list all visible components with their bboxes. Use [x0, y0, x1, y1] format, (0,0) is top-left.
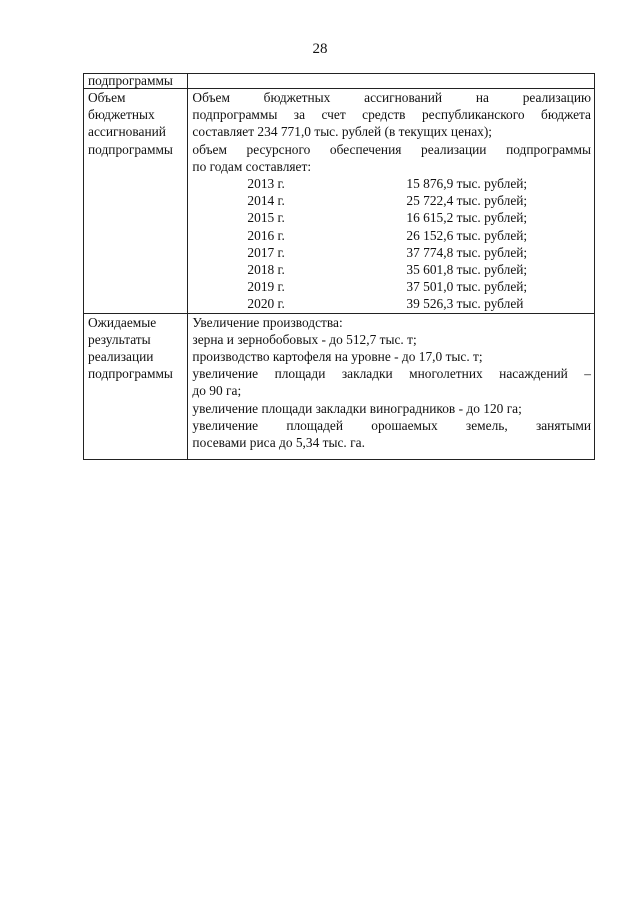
label-line: подпрограммы	[88, 366, 173, 382]
result-line: до 90 га;	[192, 383, 242, 399]
result-line: посевами риса до 5,34 тыс. га.	[192, 435, 365, 451]
budget-intro-line: подпрограммы за счет средств республиканского бюджета	[192, 107, 591, 123]
budget-intro-line: объем ресурсного обеспечения реализации подпрограммы	[192, 141, 591, 157]
result-line: увеличение площади закладки многолетних насаждений –	[192, 366, 591, 382]
budget-year: 2016 г.	[247, 227, 285, 243]
budget-intro-line: по годам составляет:	[192, 158, 312, 174]
budget-amount: 25 722,4 тыс. рублей;	[406, 193, 528, 209]
budget-amount: 39 526,3 тыс. рублей	[406, 296, 524, 312]
passport-table	[83, 73, 595, 460]
result-line: увеличение площадей орошаемых земель, занятыми	[192, 417, 591, 433]
budget-year-row	[192, 295, 591, 312]
budget-year-row	[192, 175, 591, 192]
budget-year: 2019 г.	[247, 279, 285, 295]
budget-amount: 35 601,8 тыс. рублей;	[406, 262, 528, 278]
label-line: ассигнований	[88, 124, 166, 140]
table-row-results	[84, 313, 595, 460]
budget-year-row	[192, 209, 591, 226]
budget-intro-line: Объем бюджетных ассигнований на реализацию	[192, 90, 591, 105]
budget-year-row	[192, 278, 591, 295]
budget-year: 2017 г.	[247, 244, 285, 260]
row-content-results	[188, 313, 595, 460]
budget-year-row	[192, 244, 591, 261]
budget-year-row	[192, 261, 591, 278]
table-row-continuation	[84, 74, 595, 89]
budget-year: 2015 г.	[247, 210, 285, 226]
budget-year: 2014 г.	[247, 193, 285, 209]
label-line: Объем	[88, 90, 126, 105]
result-line: Увеличение производства:	[192, 314, 343, 330]
row-label-results	[84, 313, 188, 460]
budget-amount: 15 876,9 тыс. рублей;	[406, 176, 528, 192]
label-line: реализации	[88, 349, 154, 365]
budget-year: 2013 г.	[247, 176, 285, 192]
budget-amount: 37 501,0 тыс. рублей;	[406, 279, 528, 295]
row-content	[188, 74, 595, 89]
label-line: результаты	[88, 331, 151, 347]
budget-year: 2018 г.	[247, 262, 285, 278]
row-label: подпрограммы	[84, 74, 188, 89]
cell-bottom-space	[192, 451, 591, 459]
row-content-budget	[188, 89, 595, 314]
budget-year-row	[192, 227, 591, 244]
table-row-budget	[84, 89, 595, 314]
label-line: Ожидаемые	[88, 314, 157, 330]
label-line: бюджетных	[88, 107, 155, 123]
budget-year-row	[192, 192, 591, 209]
budget-year: 2020 г.	[247, 296, 285, 312]
budget-intro-line: составляет 234 771,0 тыс. рублей (в текущих ценах);	[192, 124, 493, 140]
budget-amount: 37 774,8 тыс. рублей;	[406, 244, 528, 260]
result-line: производство картофеля на уровне - до 17,0 тыс. т;	[192, 349, 483, 365]
label-line: подпрограммы	[88, 141, 173, 157]
budget-amount: 26 152,6 тыс. рублей;	[406, 227, 528, 243]
result-line: зерна и зернобобовых - до 512,7 тыс. т;	[192, 331, 417, 347]
result-line: увеличение площади закладки виноградников - до 120 га;	[192, 400, 522, 416]
row-label-budget	[84, 89, 188, 314]
budget-amount: 16 615,2 тыс. рублей;	[406, 210, 528, 226]
page-number: 28	[312, 41, 328, 57]
